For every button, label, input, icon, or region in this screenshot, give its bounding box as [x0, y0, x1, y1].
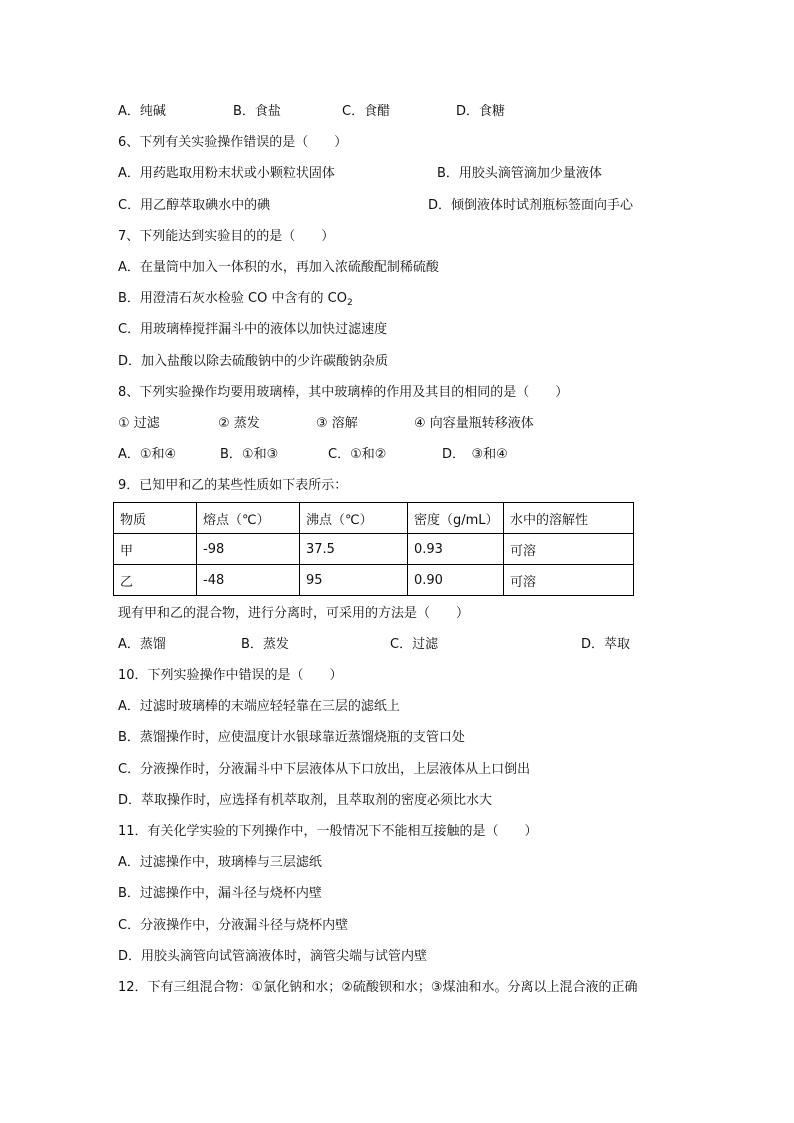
table-header-cell: 水中的溶解性	[504, 503, 634, 534]
q8-option-a: A．①和④	[118, 447, 177, 462]
table-cell: 95	[300, 565, 408, 596]
q5-option-d: D．食糖	[456, 104, 506, 119]
q5-option-c: C．食醋	[342, 104, 391, 119]
q9-option-b: B．蒸发	[241, 637, 289, 652]
q7-option-b-text: B．用澄清石灰水检验 CO 中含有的 CO	[118, 291, 347, 306]
q7-option-d: D．加入盐酸以除去硫酸钠中的少许碳酸钠杂质	[118, 354, 389, 369]
q11-option-c: C．分液操作中，分液漏斗径与烧杯内壁	[118, 918, 349, 933]
q5-option-a: A．纯碱	[118, 104, 166, 119]
q8-option-b: B．①和③	[220, 447, 279, 462]
table-cell: 可溶	[504, 565, 634, 596]
q7-option-a: A．在量筒中加入一体积的水，再加入浓硫酸配制稀硫酸	[118, 260, 439, 275]
q6-option-c: C．用乙醇萃取碘水中的碘	[118, 198, 271, 213]
q10-option-d: D．萃取操作时，应选择有机萃取剂，且萃取剂的密度必须比水大	[118, 793, 493, 808]
table-row	[114, 565, 634, 596]
table-cell: 0.90	[408, 565, 504, 596]
q9-option-a: A．蒸馏	[118, 637, 166, 652]
properties-table	[113, 502, 634, 596]
q9-option-d: D．萃取	[581, 637, 631, 652]
q9-stem: 9．已知甲和乙的某些性质如下表所示：	[118, 478, 348, 493]
table-header-cell: 物质	[114, 503, 197, 534]
table-cell: 可溶	[504, 534, 634, 565]
q11-option-d: D．用胶头滴管向试管滴液体时，滴管尖端与试管内壁	[118, 949, 428, 964]
q6-stem: 6、下列有关实验操作错误的是（ ）	[118, 135, 348, 150]
table-header-cell: 密度（g/mL）	[408, 503, 504, 534]
q10-stem: 10．下列实验操作中错误的是（ ）	[118, 668, 343, 683]
q8-item-2: ② 蒸发	[218, 416, 260, 431]
q8-item-1: ① 过滤	[118, 416, 160, 431]
q11-option-a: A．过滤操作中，玻璃棒与三层滤纸	[118, 855, 322, 870]
q6-option-d: D．倾倒液体时试剂瓶标签面向手心	[428, 198, 634, 213]
table-cell: -98	[197, 534, 300, 565]
table-cell: 37.5	[300, 534, 408, 565]
table-cell: -48	[197, 565, 300, 596]
table-cell: 0.93	[408, 534, 504, 565]
q9-option-c: C．过滤	[390, 637, 439, 652]
table-header-cell: 熔点（℃）	[197, 503, 300, 534]
q8-option-d: D． ③和④	[442, 447, 508, 462]
q7-option-b-subscript: 2	[346, 298, 353, 308]
table-header-row	[114, 503, 634, 534]
q7-option-b	[118, 290, 353, 312]
q6-option-b: B．用胶头滴管滴加少量液体	[437, 166, 602, 181]
q11-stem: 11．有关化学实验的下列操作中，一般情况下不能相互接触的是（ ）	[118, 824, 538, 839]
q9-followup: 现有甲和乙的混合物，进行分离时，可采用的方法是（ ）	[118, 606, 470, 621]
q8-item-3: ③ 溶解	[316, 416, 358, 431]
q8-option-c: C．①和②	[328, 447, 387, 462]
table-row	[114, 534, 634, 565]
table-cell: 甲	[114, 534, 197, 565]
q7-option-c: C．用玻璃棒搅拌漏斗中的液体以加快过滤速度	[118, 322, 388, 337]
table-cell: 乙	[114, 565, 197, 596]
q8-item-4: ④ 向容量瓶转移液体	[414, 416, 534, 431]
q10-option-b: B．蒸馏操作时，应使温度计水银球靠近蒸馏烧瓶的支管口处	[118, 730, 465, 745]
q6-option-a: A．用药匙取用粉末状或小颗粒状固体	[118, 166, 335, 181]
q5-option-b: B．食盐	[233, 104, 281, 119]
table-header-cell: 沸点（℃）	[300, 503, 408, 534]
q10-option-c: C．分液操作时，分液漏斗中下层液体从下口放出，上层液体从上口倒出	[118, 762, 531, 777]
q7-stem: 7、下列能达到实验目的的是（ ）	[118, 229, 335, 244]
q12-stem: 12．下有三组混合物：①氯化钠和水；②硫酸钡和水；③煤油和水。分离以上混合液的正确	[118, 980, 638, 995]
q11-option-b: B．过滤操作中，漏斗径与烧杯内壁	[118, 886, 322, 901]
q8-stem: 8、下列实验操作均要用玻璃棒，其中玻璃棒的作用及其目的相同的是（ ）	[118, 385, 569, 400]
q10-option-a: A．过滤时玻璃棒的末端应轻轻靠在三层的滤纸上	[118, 699, 400, 714]
